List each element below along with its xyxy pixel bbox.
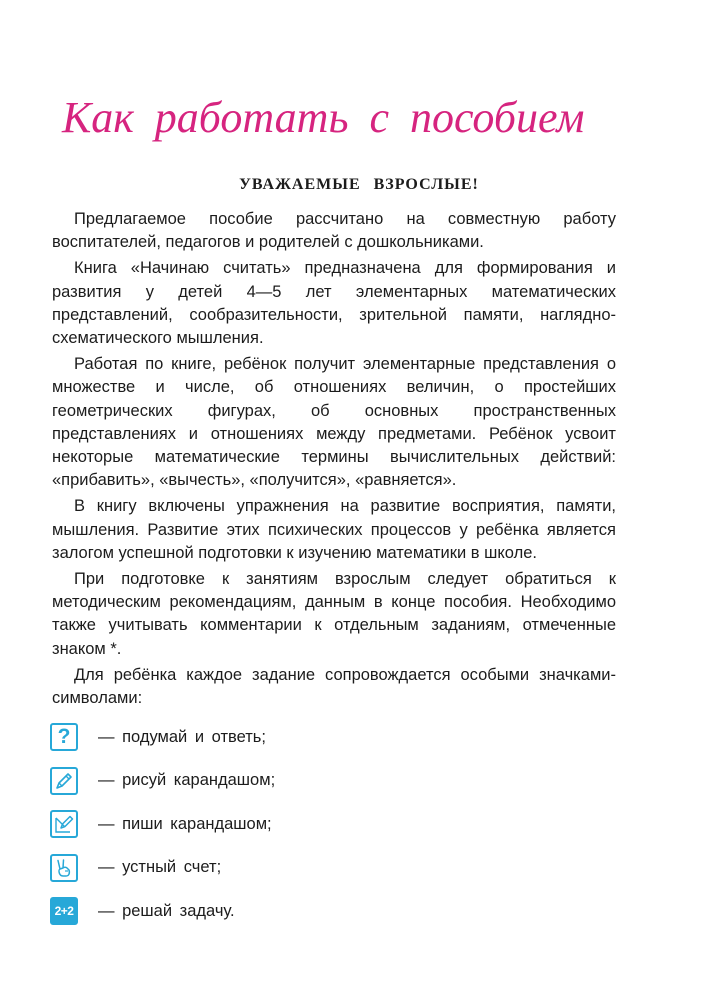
symbol-item bbox=[50, 853, 275, 883]
symbol-item bbox=[50, 766, 275, 796]
hand-count-icon bbox=[50, 854, 78, 882]
symbol-item bbox=[50, 809, 275, 839]
pencil-write-icon bbox=[50, 810, 78, 838]
question-icon: ? bbox=[50, 723, 78, 751]
sum-icon: 2+2 bbox=[50, 897, 78, 925]
paragraph: Работая по книге, ребёнок получит элементарные представления о множестве и числе, об отношениях величин, о простейших геометрических фигурах, об основных пространственных представлениях и отношениях между предметами. Ребёнок усвоит некоторые математические термины вычислительных действий: «прибавить», «вычесть», «получится», «равняется». bbox=[52, 355, 616, 490]
symbol-item bbox=[50, 896, 275, 926]
symbol-label: — рисуй карандашом; bbox=[98, 771, 276, 789]
paragraph: Предлагаемое пособие рассчитано на совместную работу воспитателей, педагогов и родителей с дошкольниками. bbox=[52, 210, 616, 252]
symbol-item bbox=[50, 722, 275, 752]
paragraph: В книгу включены упражнения на развитие восприятия, памяти, мышления. Развитие этих психических процессов у ребёнка является залогом успешной подготовки к изучению математики в школе. bbox=[52, 497, 616, 562]
paragraph: При подготовке к занятиям взрослым следует обратиться к методическим рекомендациям, данным в конце пособия. Необходимо также учитывать комментарии к отдельным заданиям, отмеченные знаком *. bbox=[52, 570, 616, 658]
paragraph: Книга «Начинаю считать» предназначена для формирования и развития у детей 4—5 лет элементарных математических представлений, сообразительности, зрительной памяти, наглядно-схематического мышления. bbox=[52, 259, 616, 348]
page-subtitle: УВАЖАЕМЫЕ ВЗРОСЛЫЕ! bbox=[239, 176, 479, 193]
body-text bbox=[52, 208, 616, 713]
symbol-label: — устный счет; bbox=[98, 858, 222, 876]
page-title: Как работать с пособием bbox=[62, 93, 585, 142]
symbol-label: — пиши карандашом; bbox=[98, 814, 272, 833]
pencil-draw-icon bbox=[50, 767, 78, 795]
symbol-label: — подумай и ответь; bbox=[98, 727, 266, 746]
paragraph: Для ребёнка каждое задание сопровождается особыми значками-символами: bbox=[52, 665, 616, 708]
symbol-label: — решай задачу. bbox=[98, 901, 235, 920]
symbol-legend bbox=[50, 722, 275, 940]
